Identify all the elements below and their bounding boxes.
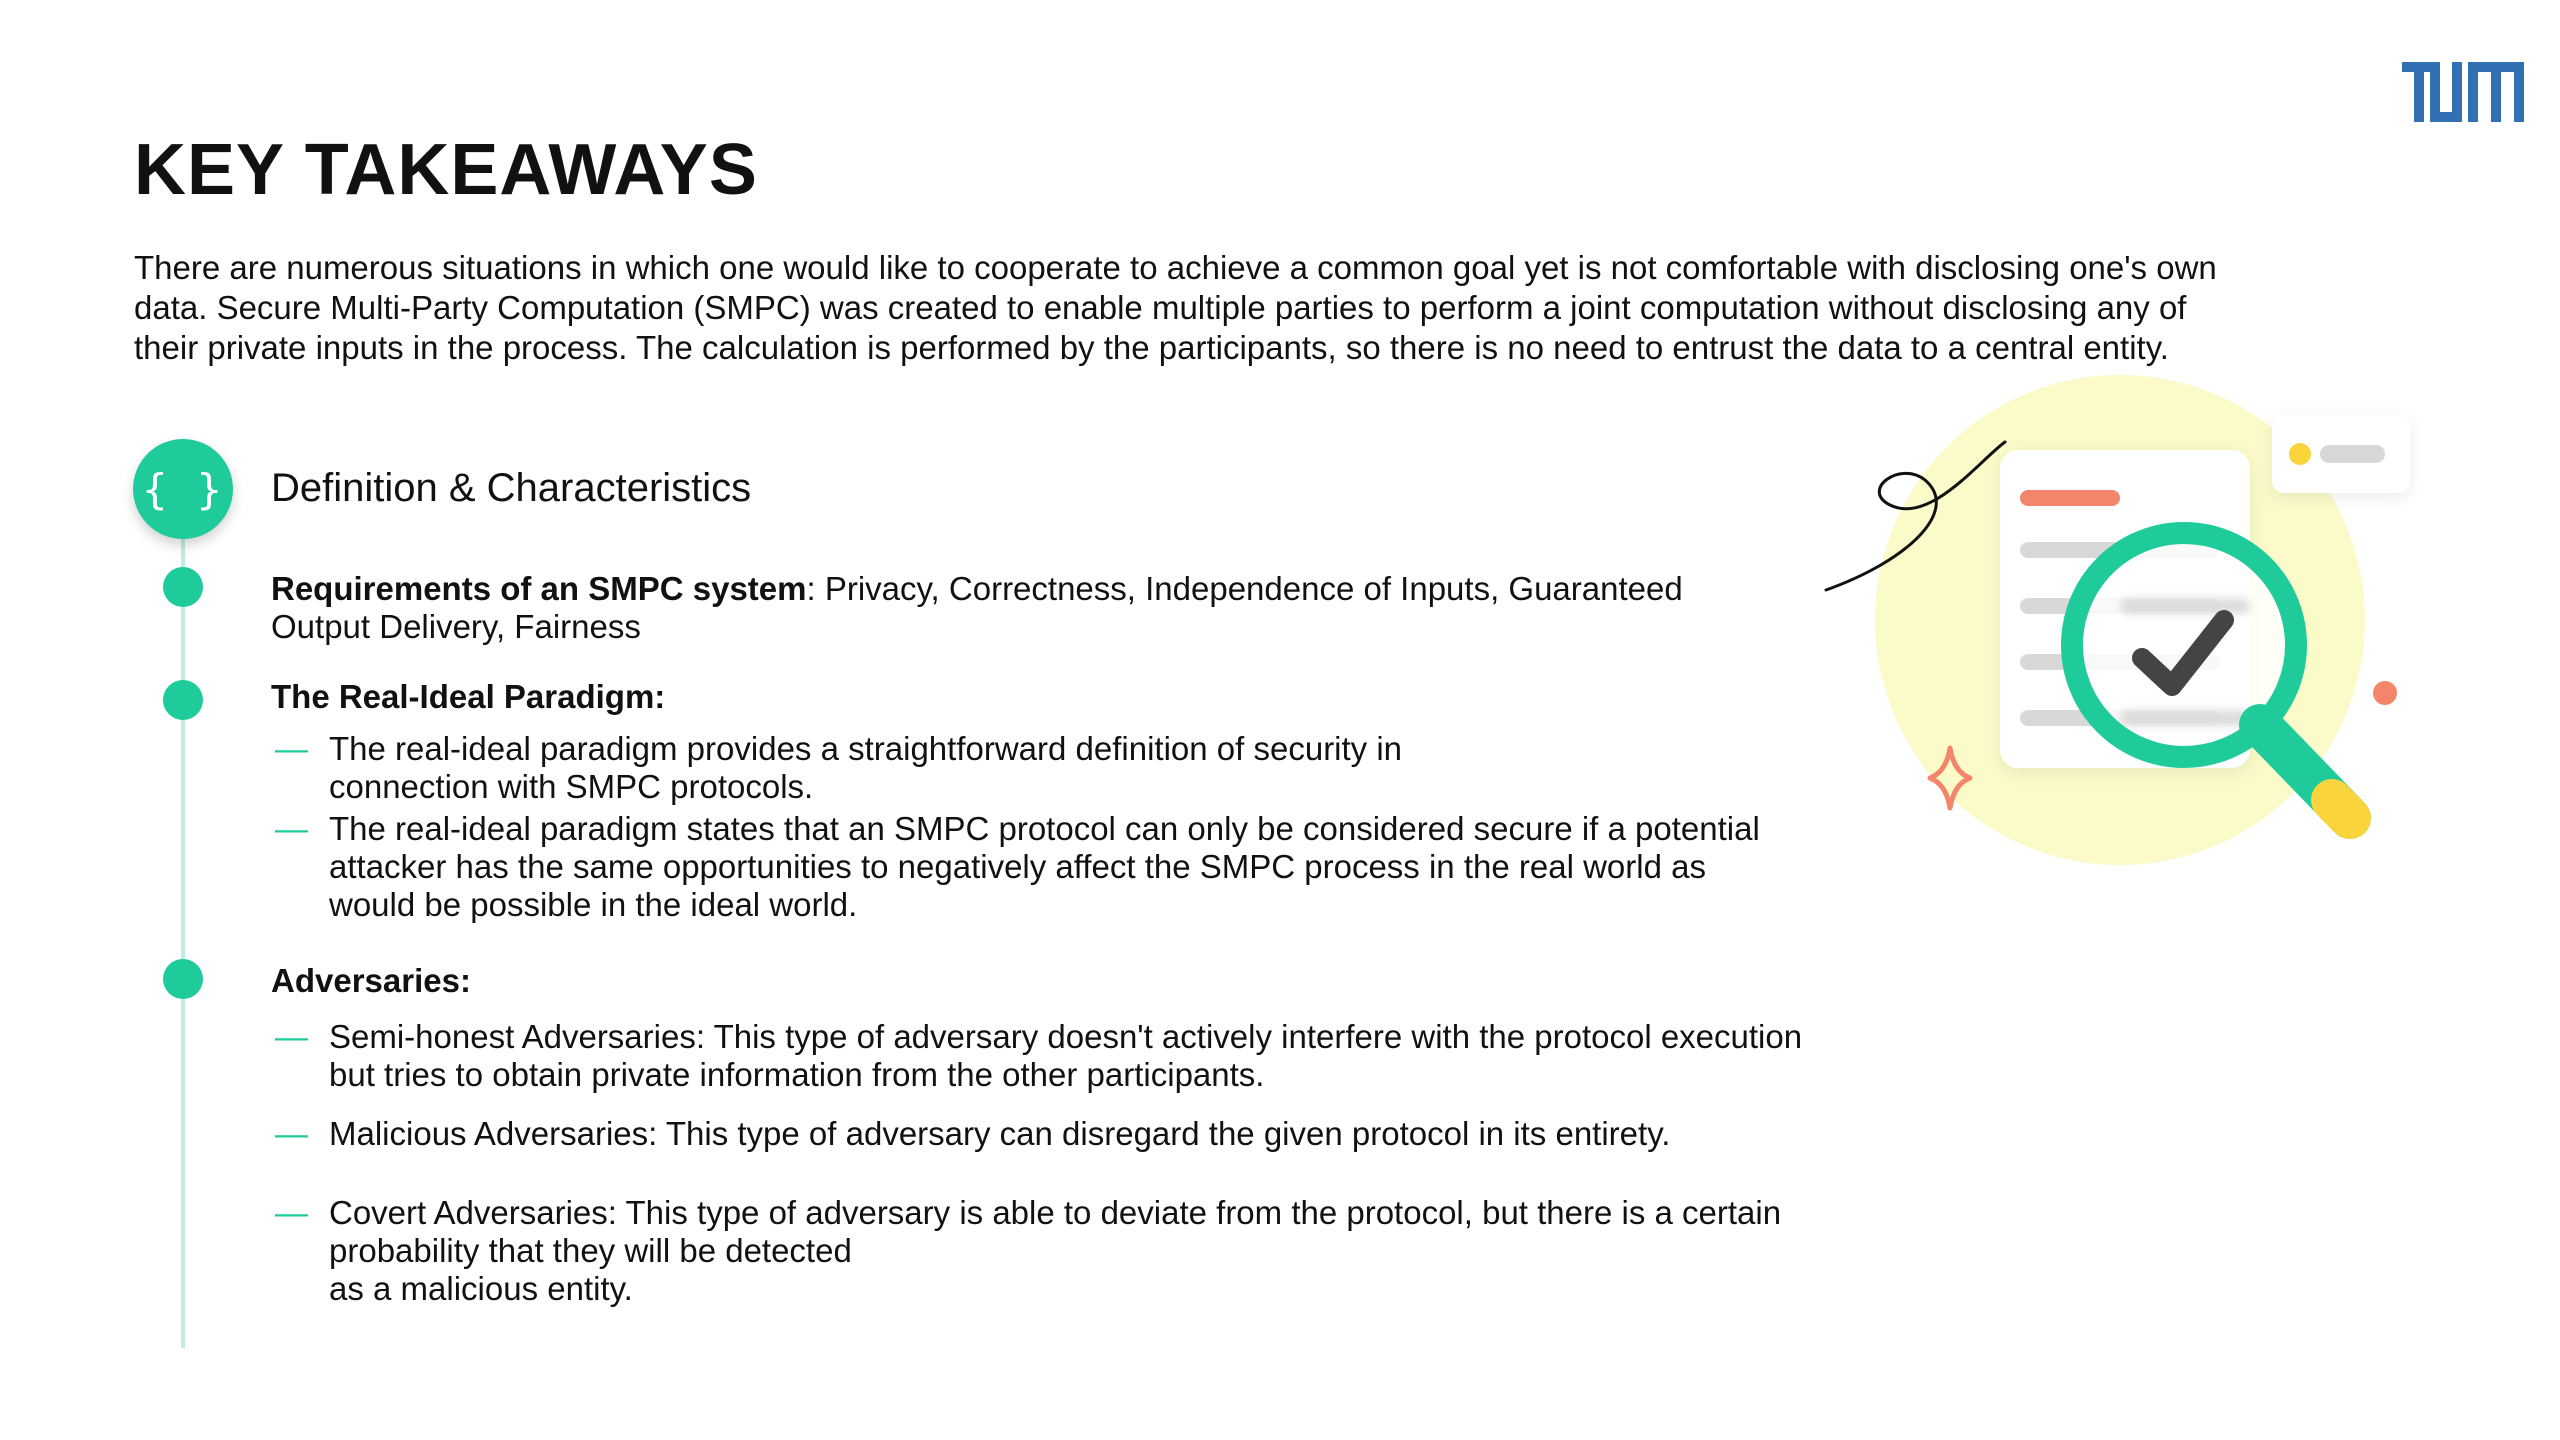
timeline-dot bbox=[163, 567, 203, 607]
requirements-label: Requirements of an SMPC system bbox=[271, 570, 807, 607]
list-item-line: would be possible in the ideal world. bbox=[329, 886, 858, 923]
requirements-text-continued: Output Delivery, Fairness bbox=[271, 608, 641, 645]
list-item-text bbox=[329, 1018, 1802, 1094]
adversaries-heading: Adversaries: bbox=[271, 962, 471, 999]
list-item-line: attacker has the same opportunities to negatively affect the SMPC process in the real world as bbox=[329, 848, 1706, 885]
intro-line: There are numerous situations in which one would like to cooperate to achieve a common goal yet is not comfortable with disclosing one's own bbox=[134, 249, 2217, 286]
list-item-line: connection with SMPC protocols. bbox=[329, 768, 814, 805]
code-braces-glyph: { } bbox=[142, 464, 224, 514]
requirements-block bbox=[271, 570, 1931, 646]
list-item-line: probability that they will be detected bbox=[329, 1232, 852, 1269]
intro-line: their private inputs in the process. The calculation is performed by the participants, so there is no need to entrust the data to a central entity. bbox=[134, 329, 2169, 366]
code-braces-icon bbox=[133, 439, 233, 539]
timeline-dot bbox=[163, 959, 203, 999]
tum-logo bbox=[2402, 62, 2524, 122]
list-item-text bbox=[329, 730, 1402, 806]
list-item-line: as a malicious entity. bbox=[329, 1270, 633, 1307]
requirements-line bbox=[271, 570, 1931, 608]
list-item-text bbox=[329, 1194, 1781, 1308]
paradigm-heading: The Real-Ideal Paradigm: bbox=[271, 678, 666, 715]
magnifier-checkmark-document-icon bbox=[1820, 370, 2440, 890]
list-item-line: The real-ideal paradigm provides a straightforward definition of security in bbox=[329, 730, 1403, 767]
list-item-text bbox=[329, 1115, 1670, 1153]
timeline-dot bbox=[163, 680, 203, 720]
requirements-text: : Privacy, Correctness, Independence of Inputs, Guaranteed bbox=[806, 570, 1683, 607]
page-title: KEY TAKEAWAYS bbox=[134, 130, 758, 210]
intro-paragraph bbox=[134, 248, 2364, 368]
list-item-line: but tries to obtain private information from the other participants. bbox=[329, 1056, 1265, 1093]
dash-bullet: — bbox=[275, 1018, 308, 1055]
list-item-line: Covert Adversaries: This type of adversary is able to deviate from the protocol, but there is a certain bbox=[329, 1194, 1782, 1231]
dash-bullet: — bbox=[275, 1194, 308, 1231]
list-item-line: The real-ideal paradigm states that an SMPC protocol can only be considered secure if a potential bbox=[329, 810, 1760, 847]
dash-bullet: — bbox=[275, 1115, 308, 1152]
dash-bullet: — bbox=[275, 730, 308, 767]
list-item-text bbox=[329, 810, 1760, 924]
timeline-line bbox=[181, 520, 185, 1348]
list-item-line: Malicious Adversaries: This type of adversary can disregard the given protocol in its entirety. bbox=[329, 1115, 1671, 1152]
dash-bullet: — bbox=[275, 810, 308, 847]
intro-line: data. Secure Multi-Party Computation (SMPC) was created to enable multiple parties to perform a joint computation without disclosing any of bbox=[134, 289, 2187, 326]
list-item-line: Semi-honest Adversaries: This type of adversary doesn't actively interfere with the protocol execution bbox=[329, 1018, 1803, 1055]
section-title: Definition & Characteristics bbox=[271, 466, 752, 510]
